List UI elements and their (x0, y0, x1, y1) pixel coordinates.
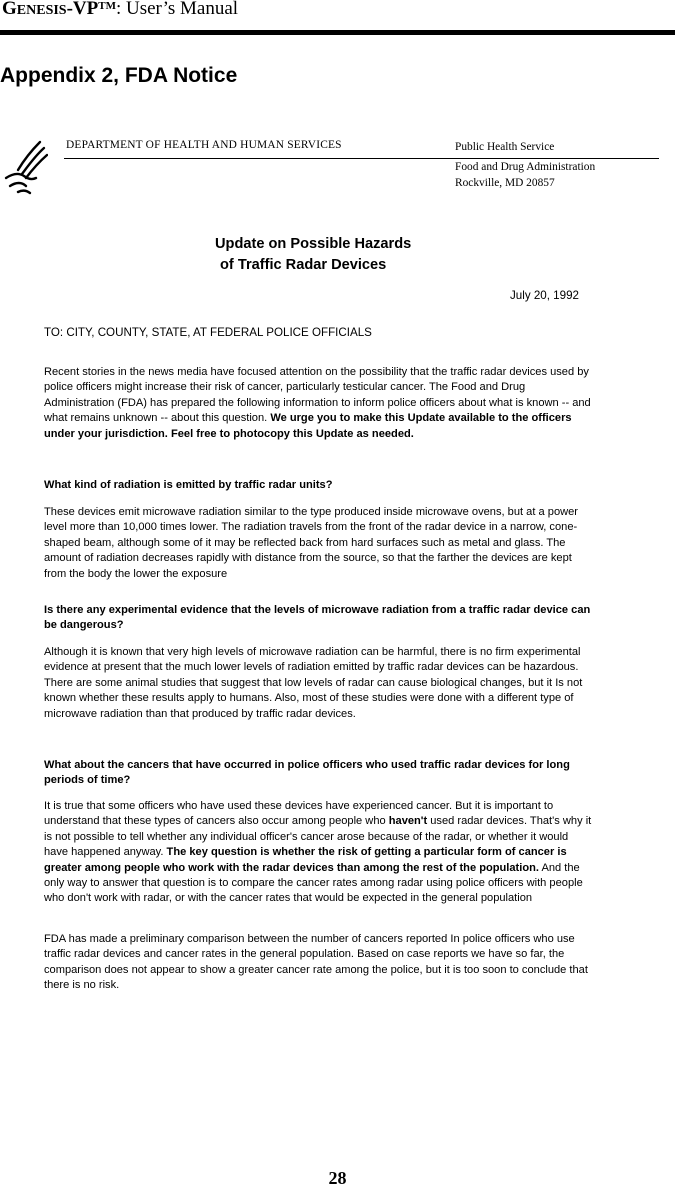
closing-paragraph (44, 932, 594, 994)
trademark: TM (98, 0, 116, 12)
answer-3 (44, 799, 594, 907)
question-2 (44, 603, 594, 634)
department-name: DEPARTMENT OF HEALTH AND HUMAN SERVICES (66, 139, 342, 151)
hhs-eagle-logo-icon (4, 136, 48, 196)
answer-1-text: These devices emit microwave radiation similar to the type produced inside microwave ovens, but at a power level more than 10,000 times lower. The radiation travels from the front of the radar device in a narrow, cone-shaped beam, although some of it may be reflected back from hard surfaces such as metal and glass. The amount of radiation decreases rapidly with distance from the source, so that the farther the devices are kept from the body the lower the exposure (44, 506, 578, 580)
agency-line-1: Public Health Service (455, 141, 555, 153)
intro-paragraph (44, 365, 594, 442)
answer-3-part-2: used radar devices. That's why it is not possible to tell whether any individual officer's cancer arose because of the radar, or whether it would have happened anyway. (44, 815, 592, 859)
answer-2 (44, 645, 594, 722)
answer-3-part-1: It is true that some officers who have used these devices have experienced cancer. But it is important to understand that these types of cancers also occur among people who (44, 800, 554, 828)
brand-suffix: -VP (66, 0, 99, 19)
notice-to-line: TO: CITY, COUNTY, STATE, AT FEDERAL POLICE OFFICIALS (44, 326, 372, 339)
answer-3-bold-2: The key question is whether the risk of getting a particular form of cancer is greater among people who work with the radar devices than among the rest of the population. (44, 846, 567, 874)
agency-line-2: Food and Drug Administration (455, 161, 596, 173)
intro-text: Recent stories in the news media have focused attention on the possibility that the traffic radar devices used by police officers might increase their risk of cancer, particularly testicular cancer. The Food and Drug Administration (FDA) has prepared the following information to inform police officers about what is known -- and what remains unknown -- about this question. (44, 366, 591, 425)
agency-line-3: Rockville, MD 20857 (455, 177, 555, 189)
letterhead-rule (64, 158, 659, 159)
notice-title-line-2: of Traffic Radar Devices (220, 257, 387, 273)
question-1 (44, 478, 594, 493)
intro-bold-text: We urge you to make this Update available to the officers under your jurisdiction. Feel free to photocopy this Update as needed. (44, 412, 572, 440)
answer-2-text: Although it is known that very high levels of microwave radiation can be harmful, there is no firm experimental evidence at present that the much lower levels of radiation emitted by traffic radar devices can be hazardous. There are some animal studies that suggest that low levels of radar can cause biological changes, but it Is not known whether these results apply to humans. Also, most of these studies were done with a different type of microwave radiation than that produced by traffic radar devices. (44, 646, 583, 720)
manual-title (2, 0, 238, 20)
answer-3-part-3: And the only way to answer that question is to compare the cancer rates among radar using police officers with people who don't work with radar, or with the cancer rates that would be expected in the general population (44, 861, 583, 905)
question-3 (44, 758, 594, 789)
question-1-heading: What kind of radiation is emitted by traffic radar units? (44, 479, 333, 491)
manual-header (0, 0, 675, 35)
notice-title-line-1: Update on Possible Hazards (215, 236, 412, 252)
notice-date: July 20, 1992 (510, 289, 579, 302)
answer-1 (44, 505, 594, 582)
manual-title-rest: : User’s Manual (115, 0, 239, 19)
brand-initial: G (2, 0, 17, 19)
closing-text: FDA has made a preliminary comparison between the number of cancers reported In police officers who use traffic radar devices and cancer rates in the general population. Based on case reports we have so far, the comparison does not appear to show a greater cancer rate among the police, but it is too soon to conclude that there is no risk. (44, 933, 588, 992)
brand-rest: ENESIS (16, 3, 67, 18)
question-2-heading: Is there any experimental evidence that the levels of microwave radiation from a traffic radar device can be dangerous? (44, 604, 591, 632)
page-number: 28 (328, 1168, 347, 1188)
answer-3-bold-1: haven't (388, 815, 428, 828)
question-3-heading: What about the cancers that have occurred in police officers who used traffic radar devices for long periods of time? (44, 759, 570, 787)
appendix-heading: Appendix 2, FDA Notice (0, 64, 238, 87)
